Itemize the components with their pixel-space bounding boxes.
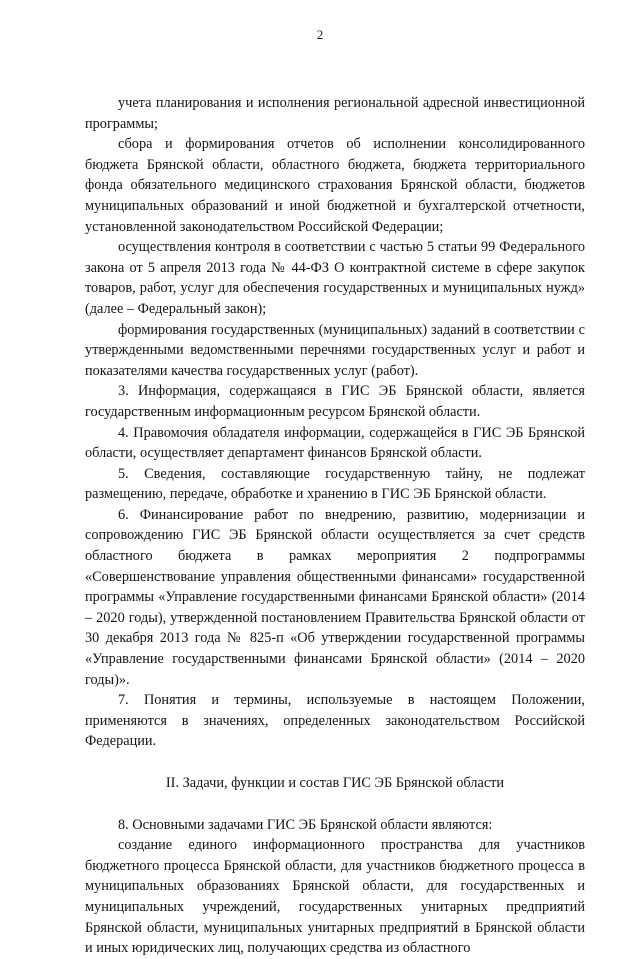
section-heading: II. Задачи, функции и состав ГИС ЭБ Брянской области — [165, 775, 505, 791]
paragraph: 4. Правомочия обладателя информации, содержащейся в ГИС ЭБ Брянской области, осуществляет департамент финансов Брянской области. — [85, 424, 585, 462]
document-body — [85, 93, 585, 959]
paragraph: создание единого информационного пространства для участников бюджетного процесса Брянской области, для участников бюджетного процесса в муниципальных образованиях Брянской области, для государственных и муниципальных учреждений, государственных унитарных предприятий Брянской области, муниципальных унитарных предприятий в Брянской области и иных юридических лиц, получающих средства из областного — [85, 837, 585, 957]
paragraph: формирования государственных (муниципальных) заданий в соответствии с утвержденными ведомственными перечнями государственных услуг и работ и показателями качества государственных услуг (работ). — [85, 321, 585, 379]
paragraph: сбора и формирования отчетов об исполнении консолидированного бюджета Брянской области, областного бюджета, бюджета территориального фонда обязательного медицинского страхования Брянской области, бюджетов муниципальных образований и иной бюджетной и бухгалтерской отчетности, установленной законодательством Российской Федерации; — [85, 136, 585, 235]
paragraph: учета планирования и исполнения региональной адресной инвестиционной программы; — [85, 95, 585, 132]
paragraph: осуществления контроля в соответствии с частью 5 статьи 99 Федерального закона от 5 апреля 2013 года № 44-ФЗ О контрактной системе в сфере закупок товаров, работ, услуг для обеспечения государственных и муниципальных нужд» (далее – Федеральный закон); — [85, 239, 585, 317]
paragraph: 3. Информация, содержащаяся в ГИС ЭБ Брянской области, является государственным информационным ресурсом Брянской области. — [85, 383, 585, 420]
paragraph: 5. Сведения, составляющие государственную тайну, не подлежат размещению, передаче, обработке и хранению в ГИС ЭБ Брянской области. — [85, 465, 585, 503]
paragraph: 8. Основными задачами ГИС ЭБ Брянской области являются: — [118, 816, 493, 833]
paragraph: 6. Финансирование работ по внедрению, развитию, модернизации и сопровождению ГИС ЭБ Брянской области осуществляется за счет средств областного бюджета в рамках мероприятия 2 подпрограммы «Совершенствование управления общественными финансами» государственной программы «Управление государственными финансами Брянской области» (2014 – 2020 годы), утвержденной постановлением Правительства Брянской области от 30 декабря 2013 года № 825-п «Об утверждении государственной программы «Управление государственными финансами Брянской области» (2014 – 2020 годы)». — [85, 506, 585, 688]
page-number: 2 — [316, 27, 324, 42]
paragraph: 7. Понятия и термины, используемые в настоящем Положении, применяются в значениях, определенных законодательством Российской Федерации. — [85, 692, 585, 750]
